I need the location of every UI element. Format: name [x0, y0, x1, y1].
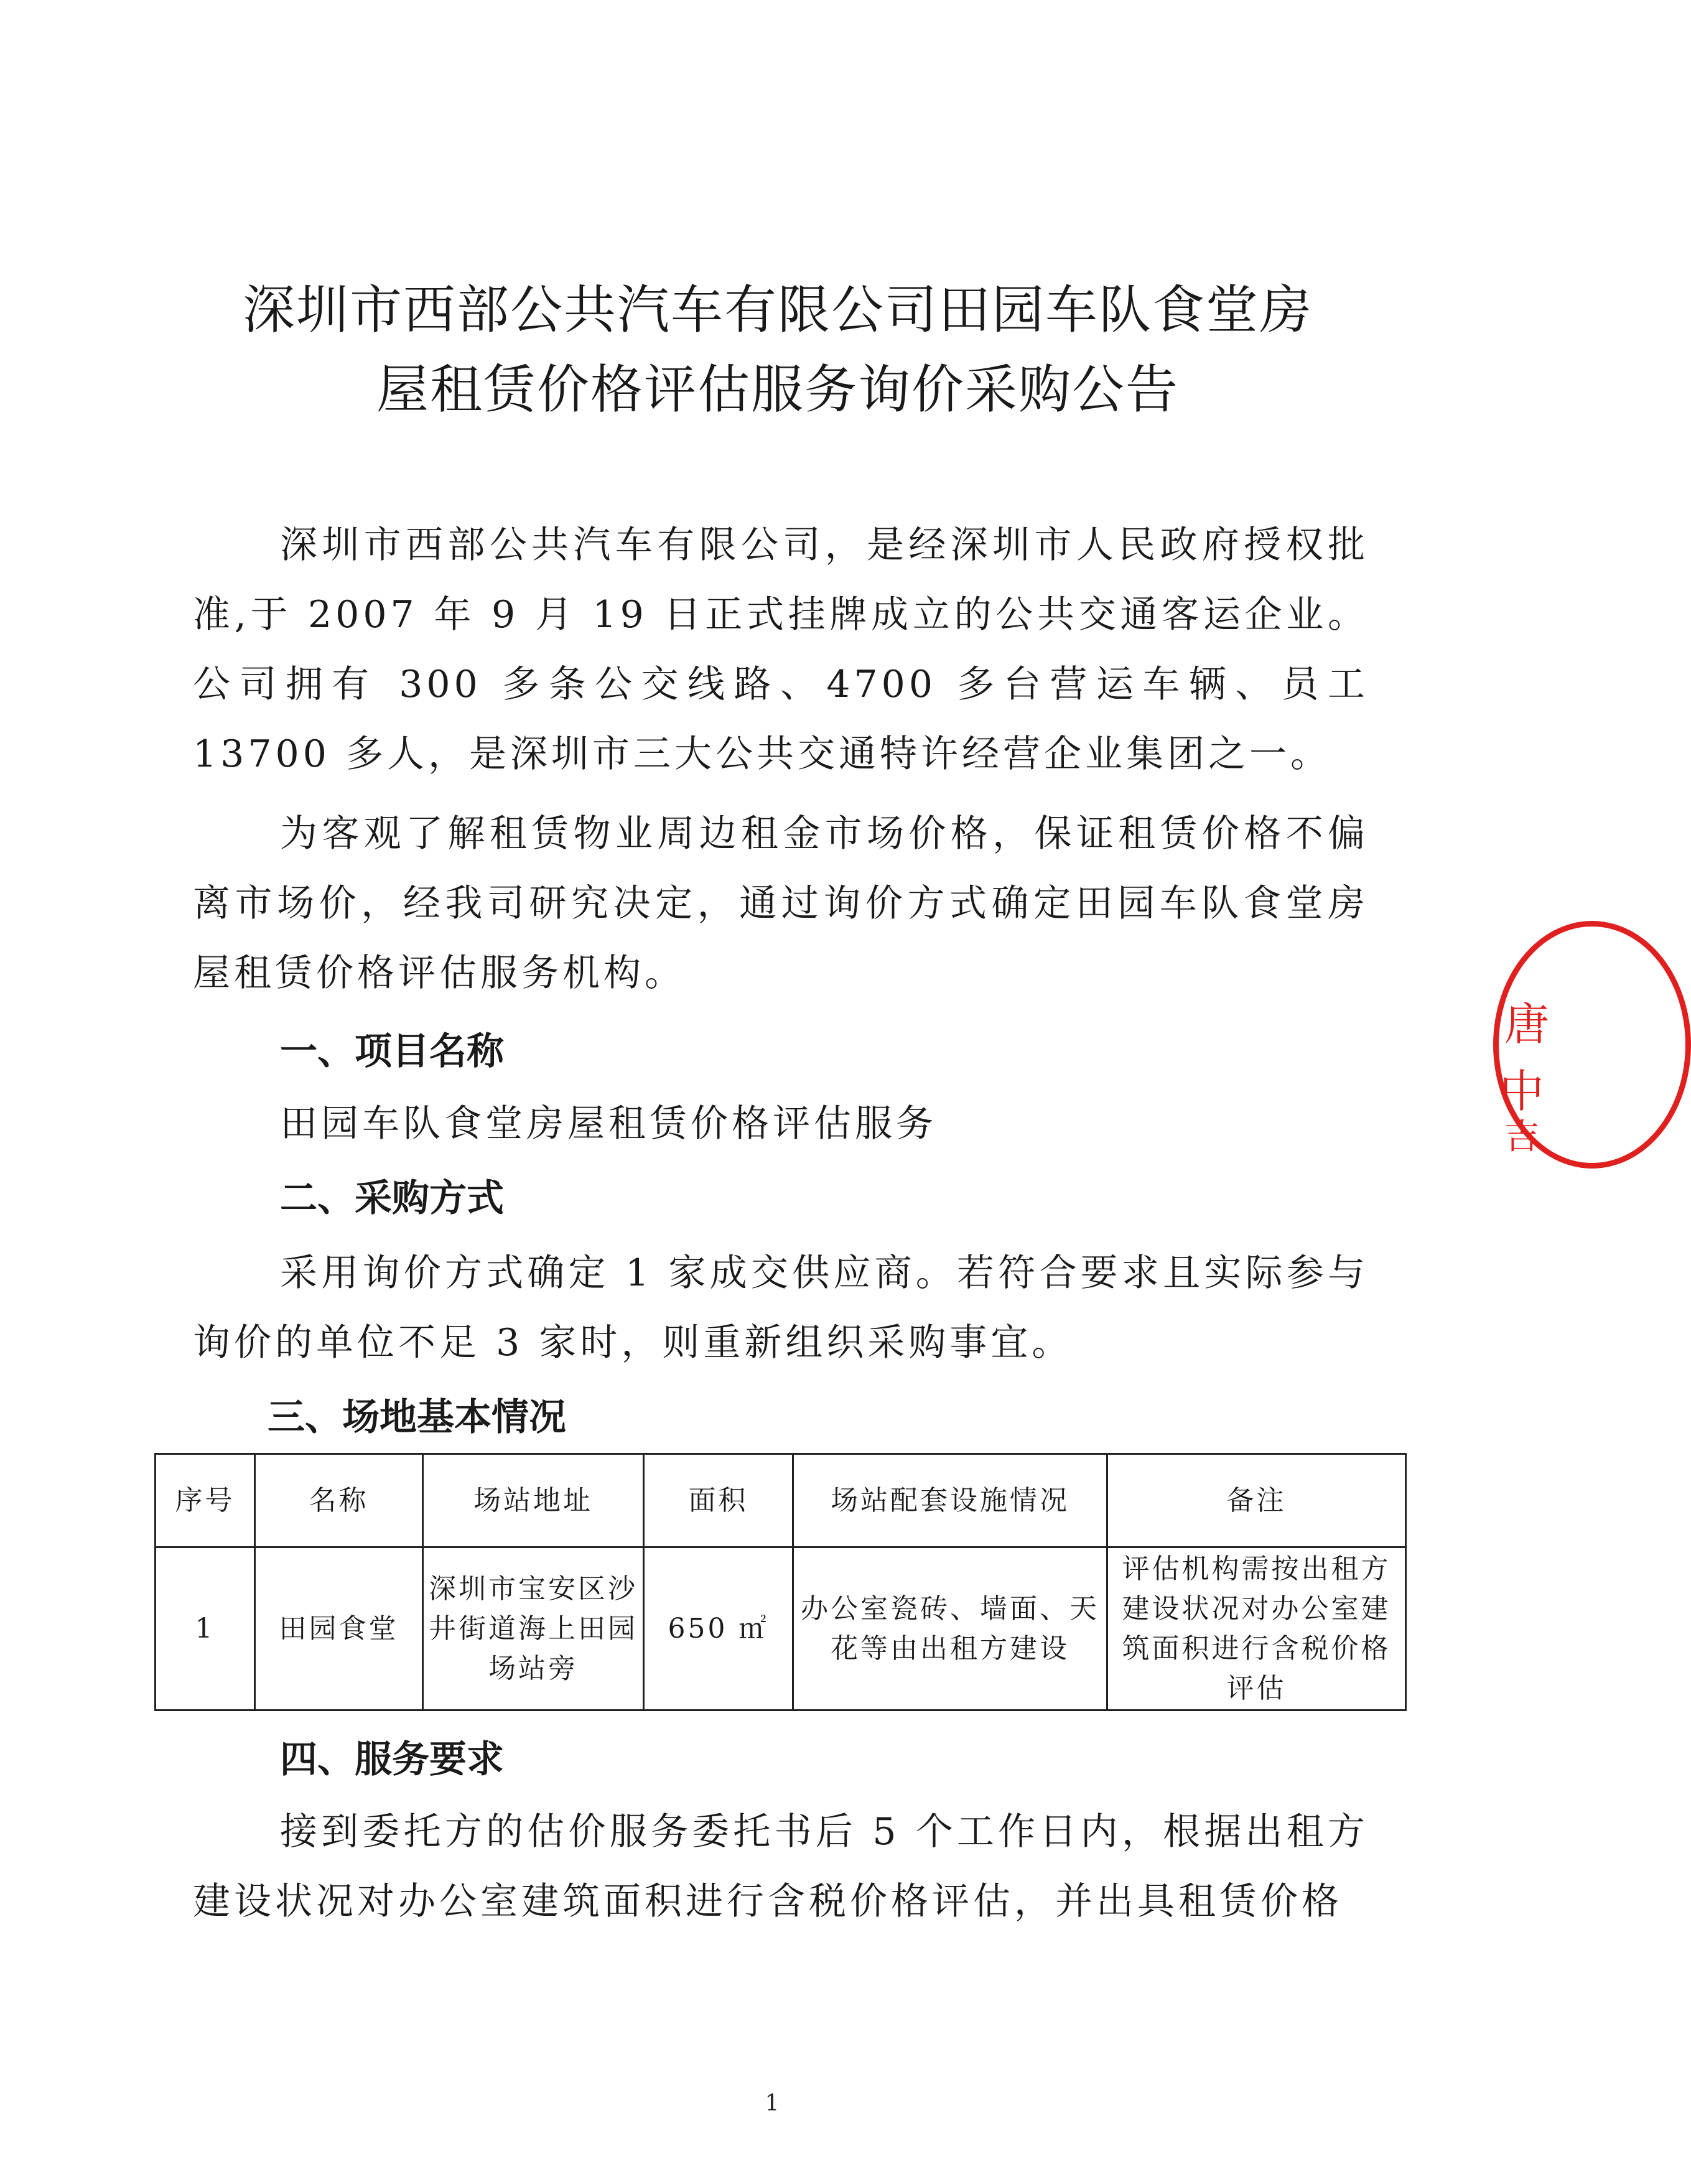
seal-char: 吉 — [1504, 1117, 1539, 1157]
cell-address: 深圳市宝安区沙井街道海上田园场站旁 — [423, 1547, 644, 1710]
section2-text: 采用询价方式确定 1 家成交供应商。若符合要求且实际参与询价的单位不足 3 家时，则重新组织采购事宜。 — [193, 1251, 1369, 1365]
seal-char: 唐 — [1504, 998, 1550, 1050]
purpose-paragraph: 为客观了解租赁物业周边租金市场价格，保证租赁价格不偏离市场价，经我司研究决定，通过询价方式确定田园车队食堂房屋租赁价格评估服务机构。 — [193, 812, 1369, 995]
section4-text: 接到委托方的估价服务委托书后 5 个工作日内，根据出租方建设状况对办公室建筑面积进行含税价格评估，并出具租赁价格 — [193, 1810, 1369, 1923]
cell-name: 田园食堂 — [255, 1547, 423, 1710]
intro-paragraph: 深圳市西部公共汽车有限公司，是经深圳市人民政府授权批准,于 2007 年 9 月 19 日正式挂牌成立的公共交通客运企业。公司拥有 300 多条公交线路、4700 多台营运车辆、员工 13700 多人，是深圳市三大公共交通特许经营企业集团之一。 — [193, 523, 1369, 776]
section4-heading: 四、服务要求 — [280, 1738, 504, 1781]
header-name: 名称 — [255, 1454, 423, 1547]
cell-facilities: 办公室瓷砖、墙面、天花等由出租方建设 — [793, 1547, 1107, 1710]
page-number: 1 — [765, 2091, 780, 2116]
cell-no: 1 — [156, 1547, 255, 1710]
section1-text: 田园车队食堂房屋租赁价格评估服务 — [280, 1102, 937, 1146]
header-address: 场站地址 — [423, 1454, 644, 1547]
section1-heading: 一、项目名称 — [280, 1030, 504, 1073]
header-no: 序号 — [156, 1454, 255, 1547]
site-info-table — [154, 1453, 1407, 1711]
cell-area: 650 ㎡ — [644, 1547, 793, 1710]
section2-heading: 二、采购方式 — [280, 1177, 504, 1220]
document-title-line1: 深圳市西部公共汽车有限公司田园车队食堂房 — [242, 279, 1313, 340]
header-area: 面积 — [644, 1454, 793, 1547]
cell-remarks: 评估机构需按出租方建设状况对办公室建筑面积进行含税价格评估 — [1107, 1547, 1406, 1710]
table-row — [156, 1547, 1406, 1710]
header-facilities: 场站配套设施情况 — [793, 1454, 1107, 1547]
header-remarks: 备注 — [1107, 1454, 1406, 1547]
seal-char: 中 — [1499, 1065, 1545, 1118]
table-header-row — [156, 1454, 1406, 1547]
document-title-line2: 屋租赁价格评估服务询价采购公告 — [376, 359, 1179, 420]
section3-heading: 三、场地基本情况 — [268, 1396, 566, 1439]
